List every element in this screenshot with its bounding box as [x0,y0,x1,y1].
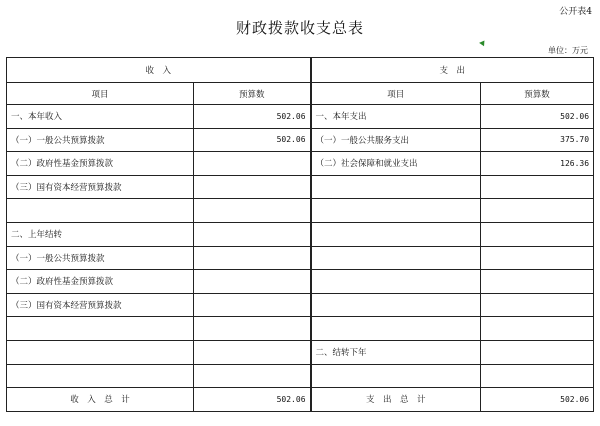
budget-summary-table [6,57,594,412]
expense-item-cell [311,293,481,317]
expense-item-cell [311,246,481,270]
cell-comment-marker-icon [479,39,487,47]
table-row [7,152,594,176]
income-amount-cell [194,270,311,294]
income-item-cell: （三）国有资本经营预算拨款 [7,293,194,317]
income-amount-cell [194,199,311,223]
income-item-cell: （一）一般公共预算拨款 [7,246,194,270]
income-section-header: 收 入 [7,58,311,83]
income-amount-cell: 502.06 [194,105,311,129]
table-row [7,293,594,317]
expense-amount-cell [481,246,594,270]
income-item-column-header: 项目 [7,83,194,105]
expense-amount-cell [481,340,594,364]
expense-item-cell [311,317,481,341]
unit-label: 单位：万元 [548,46,588,55]
table-row [7,270,594,294]
expense-item-cell: 一、本年支出 [311,105,481,129]
total-income-amount: 502.06 [194,388,311,412]
column-header-row [7,83,594,105]
expense-item-cell [311,364,481,388]
expense-item-cell: （二）社会保障和就业支出 [311,152,481,176]
income-item-cell [7,340,194,364]
expense-amount-cell [481,175,594,199]
expense-item-cell [311,270,481,294]
income-item-cell [7,199,194,223]
income-budget-column-header: 预算数 [194,83,311,105]
total-income-label: 收 入 总 计 [7,388,194,412]
expense-item-cell: （一）一般公共服务支出 [311,128,481,152]
income-item-cell: （二）政府性基金预算拨款 [7,270,194,294]
table-row [7,246,594,270]
expense-item-cell: 二、结转下年 [311,340,481,364]
income-item-cell: 一、本年收入 [7,105,194,129]
sheet-number-label: 公开表4 [559,7,592,17]
expense-amount-cell: 502.06 [481,105,594,129]
expense-amount-cell [481,317,594,341]
table-row [7,364,594,388]
expense-amount-cell: 375.70 [481,128,594,152]
table-row [7,222,594,246]
table-row [7,175,594,199]
expense-amount-cell [481,270,594,294]
income-item-cell: 二、上年结转 [7,222,194,246]
income-amount-cell [194,152,311,176]
income-amount-cell [194,293,311,317]
income-amount-cell [194,317,311,341]
table-row [7,340,594,364]
expense-budget-column-header: 预算数 [481,83,594,105]
expense-amount-cell [481,199,594,223]
income-item-cell [7,317,194,341]
income-amount-cell [194,175,311,199]
expense-amount-cell [481,364,594,388]
totals-row [7,388,594,412]
income-item-cell: （三）国有资本经营预算拨款 [7,175,194,199]
table-row [7,105,594,129]
table-row [7,199,594,223]
expense-amount-cell: 126.36 [481,152,594,176]
expense-item-cell [311,222,481,246]
income-amount-cell: 502.06 [194,128,311,152]
income-amount-cell [194,364,311,388]
total-expense-label: 支 出 总 计 [311,388,481,412]
expense-amount-cell [481,293,594,317]
section-header-row [7,58,594,83]
page-title: 财政拨款收支总表 [235,19,364,37]
income-amount-cell [194,222,311,246]
expense-amount-cell [481,222,594,246]
total-expense-amount: 502.06 [481,388,594,412]
expense-section-header: 支 出 [311,58,594,83]
income-item-cell: （二）政府性基金预算拨款 [7,152,194,176]
expense-item-column-header: 项目 [311,83,481,105]
income-item-cell: （一）一般公共预算拨款 [7,128,194,152]
income-item-cell [7,364,194,388]
expense-item-cell [311,175,481,199]
income-amount-cell [194,340,311,364]
table-row [7,317,594,341]
income-amount-cell [194,246,311,270]
expense-item-cell [311,199,481,223]
table-row [7,128,594,152]
